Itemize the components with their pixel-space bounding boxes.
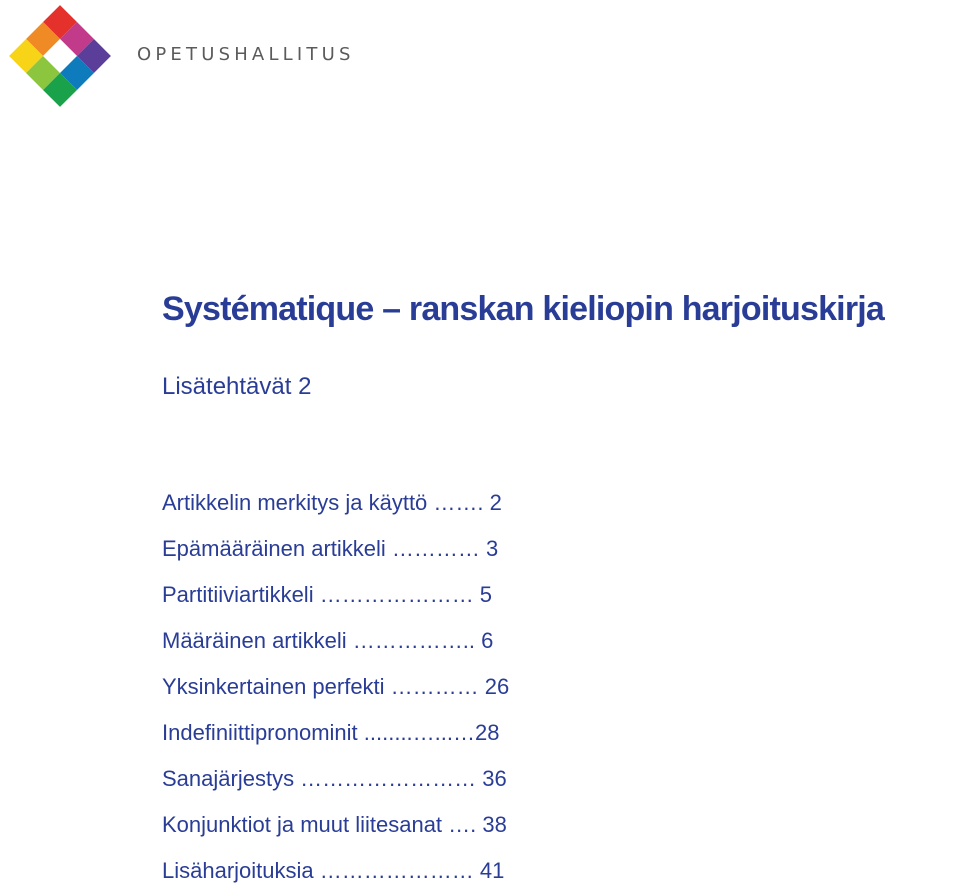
toc-item-epamaarainen-artikkeli: Epämääräinen artikkeli ………… 3 <box>162 536 499 561</box>
toc-item-lisaharjoituksia: Lisäharjoituksia ………………… 41 <box>162 858 505 883</box>
toc-item-indefiniittipronominit: Indefiniittipronominit ........…...…28 <box>162 720 500 745</box>
toc-item-maarainen-artikkeli: Määräinen artikkeli …………….. 6 <box>162 628 494 653</box>
header-logo <box>0 0 355 110</box>
toc-item-yksinkertainen-perfekti: Yksinkertainen perfekti ………… 26 <box>162 674 510 699</box>
toc-item-sanajarjestys: Sanajärjestys …………………… 36 <box>162 766 507 791</box>
logo-wordmark: OPETUSHALLITUS <box>137 44 355 65</box>
diamond-color-mosaic-icon <box>6 2 114 110</box>
document-title: Systématique – ranskan kieliopin harjoituskirja <box>162 290 885 328</box>
toc-item-partitiiviartikkeli: Partitiiviartikkeli ………………… 5 <box>162 582 493 607</box>
table-of-contents <box>162 486 509 884</box>
document-subtitle: Lisätehtävät 2 <box>162 373 312 400</box>
toc-item-konjunktiot: Konjunktiot ja muut liitesanat …. 38 <box>162 812 507 837</box>
toc-item-artikkelin-merkitys: Artikkelin merkitys ja käyttö ……. 2 <box>162 490 502 515</box>
